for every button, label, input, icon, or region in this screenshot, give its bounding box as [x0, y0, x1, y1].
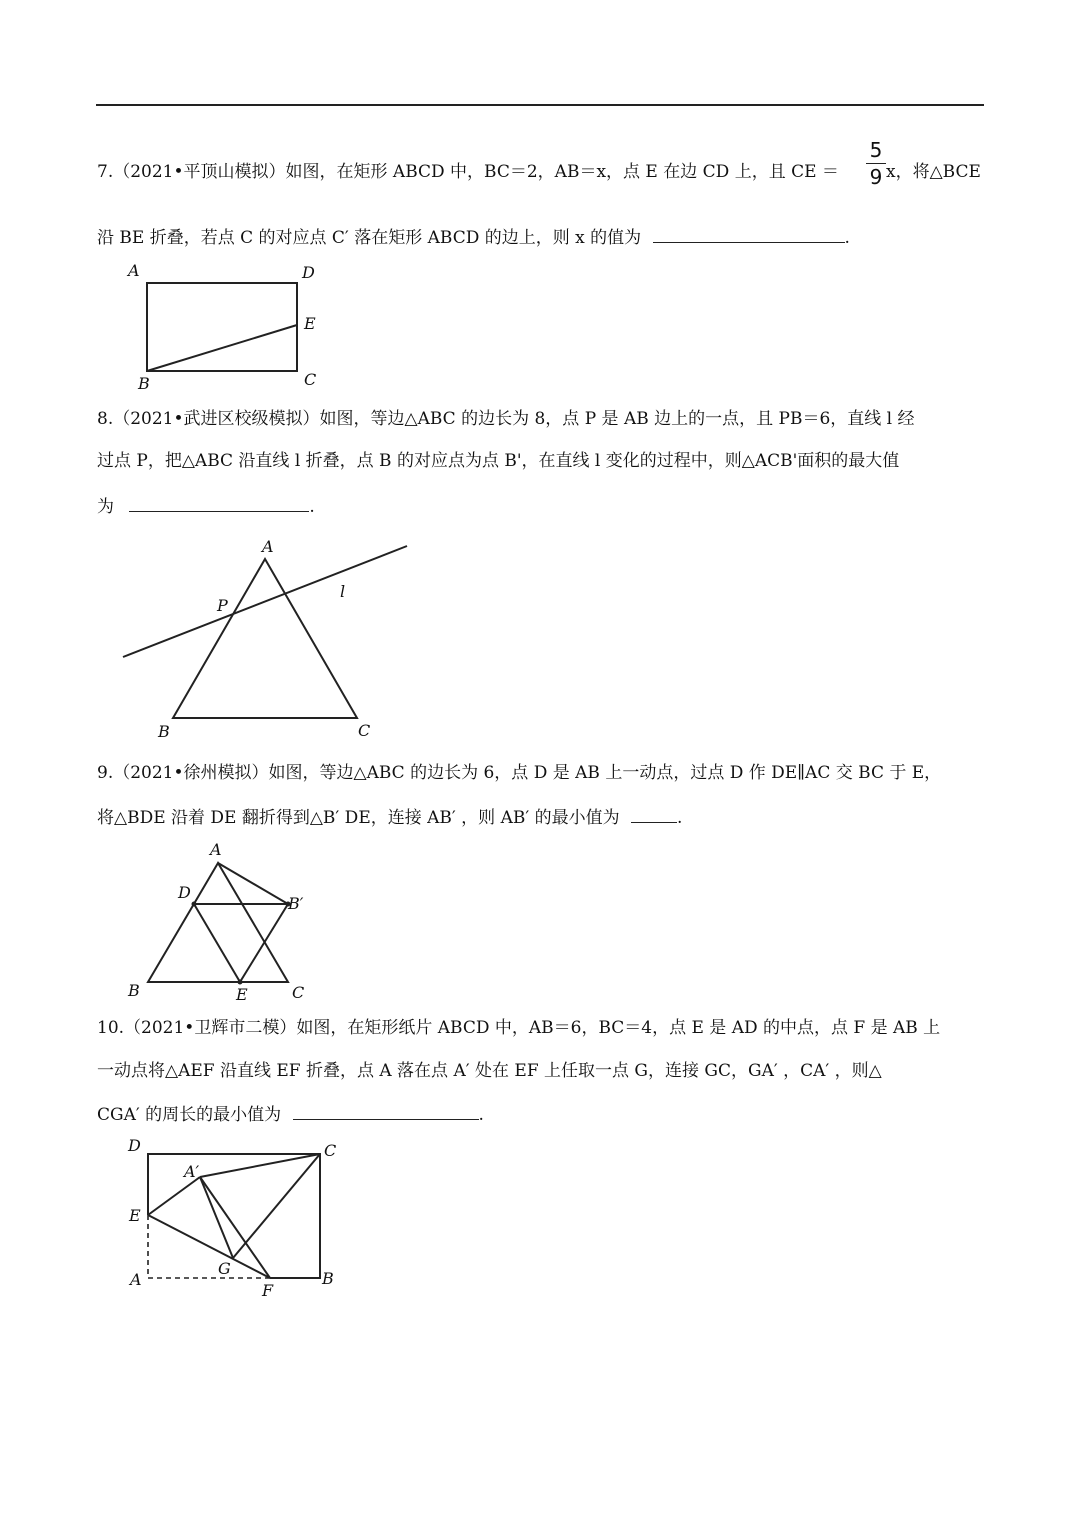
q7-text-pre: 7.（2021•平顶山模拟）如图，在矩形 ABCD 中，BC＝2，AB＝x，点 E 在边 CD 上，且 CE ＝ [97, 162, 839, 182]
q7-segment-be [147, 325, 297, 371]
q10-label-ap: A′ [184, 1162, 200, 1181]
q10-text-line2: 一动点将△AEF 沿直线 EF 折叠，点 A 落在点 A′ 处在 EF 上任取一点 G，连接 GC，GA′ ，CA′ ，则△ [97, 1061, 882, 1081]
q10-line2 [97, 1059, 882, 1083]
q8-text-line1: 8.（2021•武进区校级模拟）如图，等边△ABC 的边长为 8，点 P 是 AB 边上的一点，且 PB＝6，直线 l 经 [97, 409, 915, 429]
q7-label-c: C [304, 370, 317, 389]
q9-label-d: D [178, 883, 191, 902]
q10-segment-ef [148, 1215, 270, 1278]
q10-label-f: F [262, 1281, 274, 1300]
q8-label-p: P [217, 596, 228, 615]
q10-line1 [97, 1016, 940, 1040]
q7-figure [120, 260, 340, 395]
q9-label-c: C [292, 983, 305, 1002]
q7-line2 [97, 224, 850, 250]
q7-answer-blank[interactable] [653, 224, 845, 243]
q8-triangle-abc [173, 559, 357, 718]
q9-figure [120, 838, 320, 1003]
q9-segment-ab [218, 863, 288, 904]
q9-label-bp: B′ [288, 894, 304, 913]
q7-fraction [866, 138, 886, 189]
q8-label-c: C [358, 721, 371, 740]
q9-point-d [192, 902, 197, 907]
q7-frac-bar [866, 163, 886, 164]
q7-label-e: E [304, 314, 316, 333]
q7-line1-post [886, 160, 981, 184]
q9-answer-blank[interactable] [631, 804, 677, 823]
q10-text-line1: 10.（2021•卫辉市二模）如图，在矩形纸片 ABCD 中，AB＝6，BC＝4，点 E 是 AD 的中点，点 F 是 AB 上 [97, 1018, 941, 1038]
q8-label-l: l [340, 582, 346, 601]
q9-label-e: E [236, 985, 248, 1004]
q9-point-e [238, 980, 243, 985]
q7-label-b: B [138, 374, 150, 393]
q7-text-line2: 沿 BE 折叠，若点 C 的对应点 C′ 落在矩形 ABCD 的边上，则 x 的值为 [97, 228, 642, 248]
q9-text-line1: 9.（2021•徐州模拟）如图，等边△ABC 的边长为 6，点 D 是 AB 上一动点，过点 D 作 DE∥AC 交 BC 于 E， [97, 763, 942, 783]
q8-line1 [97, 407, 915, 431]
q8-line3 [97, 493, 315, 519]
q10-label-c: C [324, 1141, 337, 1160]
q9-label-a: A [210, 840, 222, 859]
q8-figure [110, 530, 420, 745]
q7-label-a: A [128, 261, 140, 280]
q9-line2 [97, 804, 682, 830]
q9-line1 [97, 761, 941, 785]
q10-figure [120, 1136, 360, 1306]
q7-text-post: x，将△BCE [886, 162, 981, 182]
q10-label-b: B [322, 1269, 334, 1288]
q10-segment-gc [233, 1154, 320, 1258]
q8-label-a: A [262, 537, 274, 556]
q10-text-line3: CGA′ 的周长的最小值为 [97, 1105, 282, 1125]
q8-label-b: B [158, 722, 170, 741]
q7-frac-den: 9 [869, 165, 883, 189]
q7-line1 [97, 160, 839, 184]
q8-text-line2: 过点 P，把△ABC 沿直线 l 折叠，点 B 的对应点为点 B'，在直线 l 变化的过程中，则△ACB'面积的最大值 [97, 451, 900, 471]
q8-end: . [309, 497, 315, 517]
q10-label-a: A [130, 1270, 142, 1289]
q7-label-d: D [302, 263, 315, 282]
q8-answer-blank[interactable] [129, 493, 309, 512]
header-rule [96, 104, 984, 106]
q9-segment-de [194, 904, 240, 982]
q10-label-d: D [128, 1136, 141, 1155]
q9-text-line2: 将△BDE 沿着 DE 翻折得到△B′ DE，连接 AB′ ，则 AB′ 的最小值为 [97, 808, 620, 828]
q7-rectangle [147, 283, 297, 371]
q9-end: . [677, 808, 683, 828]
q10-label-e: E [129, 1206, 141, 1225]
q8-text-line3: 为 [97, 497, 114, 517]
q9-triangle-abc [148, 863, 288, 982]
q8-line-l [123, 546, 407, 657]
q10-line3 [97, 1101, 484, 1127]
q7-end: . [844, 228, 850, 248]
q8-line2 [97, 449, 899, 473]
q10-end: . [478, 1105, 484, 1125]
q9-label-b: B [128, 981, 140, 1000]
q10-label-g: G [218, 1259, 231, 1278]
q10-segment-ap-c [200, 1154, 320, 1177]
q7-frac-num: 5 [869, 138, 883, 162]
q10-answer-blank[interactable] [293, 1101, 479, 1120]
q10-segment-ea-prime [148, 1177, 200, 1215]
